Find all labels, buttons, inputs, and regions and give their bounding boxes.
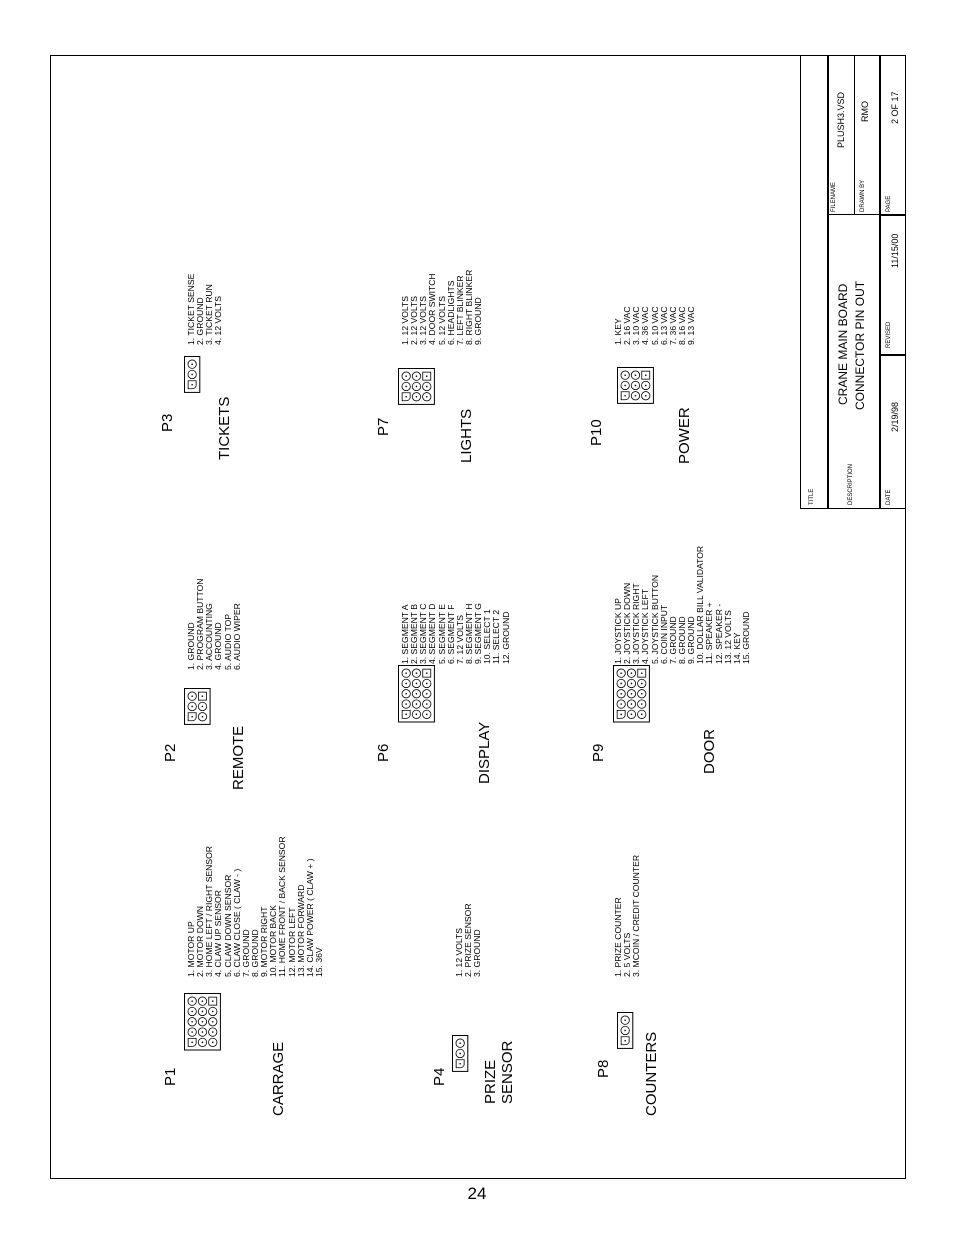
pin-center-dot [191,695,193,697]
pin-center-dot [405,672,407,674]
pin-center-dot [191,1010,193,1012]
pin-center-dot [624,1030,626,1032]
p4-connector-housing [452,1035,468,1072]
p1-pin-list [187,836,324,977]
p6-connector-id: P6 [375,743,392,762]
p3-pin-list [187,274,224,345]
p8-connector-housing [617,1012,633,1049]
p6-label-line: DISPLAY [476,721,493,784]
pin-label: 2. GROUND [195,297,206,345]
pin-center-dot [202,695,204,697]
pin-label: 2. PROGRAM BUTTON [195,578,206,670]
pin-label: 3. TICKET RUN [204,284,215,345]
pin-center-dot [631,672,633,674]
pin-center-dot [426,386,428,388]
pin-center-dot [641,692,643,694]
pin-label: 5. CLAW DOWN SENSOR [222,874,233,977]
pin-label: 2. 12 VOLTS [409,295,420,345]
pin-center-dot [416,713,418,715]
pin-center-dot [624,385,626,387]
pin-label: 1. PRIZE COUNTER [613,897,623,977]
pin-label: 9. MOTOR RIGHT [259,906,270,977]
pin-label: 7. GROUND [667,616,678,664]
pin-label: 11. SPEAKER + [704,602,715,664]
p1-label-line: CARRAGE [270,1041,287,1116]
pin-center-dot [426,682,428,684]
pin-center-dot [212,1020,214,1022]
pin-label: 11. SELECT 2 [491,609,502,664]
drawn-by-label: DRAWN BY [860,179,866,212]
pin-center-dot [645,385,647,387]
p7-connector-label [458,409,475,463]
pin-label: 9. GROUND [686,616,697,664]
pin-center-dot [191,1041,193,1043]
p3-connector-housing [184,356,200,393]
pin-center-dot [426,703,428,705]
pin-label: 14. KEY [731,632,742,664]
pin-center-dot [459,1053,461,1055]
page-label: PAGE [886,195,892,212]
pin-center-dot [620,672,622,674]
pin-center-dot [641,672,643,674]
pin-label: 8. SEGMENT H [463,603,474,664]
pin-center-dot [405,682,407,684]
pin-label: 7. GROUND [240,929,251,977]
description-label: DESCRIPTION [848,463,854,505]
pin-label: 4. DOOR SWITCH [427,273,438,345]
p3-connector-label [216,397,233,460]
p6-pin-list [401,603,511,664]
pin-center-dot [426,713,428,715]
pin-center-dot [405,396,407,398]
pin-label: 4. 12 VOLTS [213,295,224,345]
pin-center-dot [405,713,407,715]
p1-connector-housing [184,993,221,1051]
pin-center-dot [631,692,633,694]
pin-center-dot [426,692,428,694]
filename-value: PLUSH3.VSD [836,91,846,148]
pin-center-dot [416,375,418,377]
pin-center-dot [405,386,407,388]
pin-label: 3. 10 VAC [631,306,642,345]
pin-center-dot [416,682,418,684]
pin-center-dot [416,703,418,705]
pin-center-dot [426,396,428,398]
pin-center-dot [459,1042,461,1044]
pin-label: 1. KEY [613,318,623,345]
pin-label: 4. JOYSTICK LEFT [640,589,651,664]
p4-connector-label [482,1041,516,1104]
p1-connector-label [270,1042,287,1116]
pin-label: 2. 16 VAC [622,306,633,345]
description-line-1: CRANE MAIN BOARD [836,283,850,405]
pin-center-dot [631,682,633,684]
pin-label: 4. SEGMENT D [427,603,438,664]
p4-connector-id: P4 [431,1067,448,1086]
pin-label: 2. 5 VOLTS [622,932,633,977]
p2-label-line: REMOTE [230,725,247,790]
pin-center-dot [620,692,622,694]
pin-label: 3. JOYSTICK RIGHT [631,583,642,664]
pin-label: 3. 12 VOLTS [418,295,429,345]
page-cell [880,55,906,215]
p3-label-line: TICKETS [216,396,233,460]
p8-pin-list [614,855,641,977]
pin-label: 6. AUDIO WIPER [231,603,242,670]
p8-label-line: COUNTERS [643,1031,660,1116]
pin-label: 2. PRIZE SENSOR [463,903,474,977]
pin-label: 12. SPEAKER - [713,603,724,664]
p10-connector-id: P10 [588,419,605,446]
p10-connector-label [676,407,693,464]
pin-label: 6. SEGMENT F [445,604,456,664]
pin-label: 11. HOME FRONT / BACK SENSOR [277,836,288,977]
pin-center-dot [459,1063,461,1065]
pin-label: 2. JOYSTICK DOWN [622,582,633,664]
pin-center-dot [416,692,418,694]
pin-label: 3. SEGMENT C [418,603,429,664]
pin-center-dot [426,375,428,377]
pin-center-dot [620,713,622,715]
p3-connector-id: P3 [159,413,176,432]
pin-center-dot [191,1031,193,1033]
date-cell [880,355,906,509]
p8-connector-id: P8 [595,1059,612,1078]
date-value: 2/19/98 [890,401,900,432]
pin-center-dot [191,384,193,386]
pin-center-dot [631,703,633,705]
pin-center-dot [631,713,633,715]
pin-label: 9. 13 VAC [686,306,697,345]
pin-label: 7. 12 VOLTS [454,614,465,664]
filename-label: FILENAME [831,181,837,212]
pin-label: 6. 13 VAC [658,306,669,345]
pin-label: 8. 16 VAC [676,306,687,345]
pin-label: 13. MOTOR FORWARD [295,884,306,977]
pin-center-dot [202,1031,204,1033]
p6-connector-housing [398,665,435,723]
p6-connector-label [476,722,493,784]
pin-center-dot [620,682,622,684]
pin-label: 1. 12 VOLTS [400,295,410,345]
pin-center-dot [212,1010,214,1012]
pin-label: 4. CLAW UP SENSOR [213,890,224,977]
page-number: 24 [467,1184,487,1203]
pin-label: 3. ACCOUNTING [204,603,215,670]
p10-connector-housing [617,367,654,404]
pin-label: 1. SEGMENT A [400,604,410,664]
pin-center-dot [212,1031,214,1033]
p10-pin-list [614,306,696,345]
date-label: DATE [886,489,892,505]
pin-center-dot [624,374,626,376]
p8-connector-label [643,1032,660,1116]
pin-center-dot [202,1010,204,1012]
pin-center-dot [624,1019,626,1021]
pin-center-dot [641,703,643,705]
drawn-by-cell [854,55,880,215]
pin-center-dot [212,1041,214,1043]
drawn-by-value: RMO [860,101,870,122]
p7-connector-housing [398,368,435,405]
pin-center-dot [405,703,407,705]
revised-value: 11/15/00 [890,233,900,268]
pin-label: 5. JOYSTICK BUTTON [649,574,660,664]
pin-label: 15. GROUND [740,611,751,664]
pin-label: 7. LEFT BLINKER [454,275,465,345]
pin-center-dot [202,706,204,708]
pin-center-dot [416,672,418,674]
p9-connector-housing [613,665,650,723]
pin-center-dot [645,374,647,376]
p2-connector-housing [184,688,211,725]
title-row [800,55,828,509]
pin-label: 5. 10 VAC [649,306,660,345]
pin-center-dot [191,1000,193,1002]
pin-label: 2. SEGMENT B [409,603,420,664]
pin-center-dot [202,1041,204,1043]
pin-label: 8. RIGHT BLINKER [463,269,474,345]
pin-center-dot [191,716,193,718]
pin-label: 8. GROUND [249,929,260,977]
pin-label: 7. 36 VAC [667,306,678,345]
p7-pin-list [401,270,483,345]
p4-label-line: SENSOR [499,1040,516,1104]
revised-label: REVISED [886,321,892,348]
pin-label: 6. HEADLIGHTS [445,280,456,345]
pin-center-dot [202,716,204,718]
pin-center-dot [202,1000,204,1002]
pin-label: 6. CLAW CLOSE ( CLAW - ) [231,868,242,977]
pin-center-dot [202,1020,204,1022]
pin-label: 10. SELECT 1 [482,609,493,664]
pin-label: 2. MOTOR DOWN [195,906,206,977]
pin-label: 1. JOYSTICK UP [613,598,623,664]
pin-center-dot [191,363,193,365]
pin-label: 1. TICKET SENSE [186,273,196,345]
pin-center-dot [620,703,622,705]
pin-label: 15. 36V [313,947,324,977]
p2-connector-label [230,726,247,790]
pin-label: 12. MOTOR LEFT [286,907,297,977]
pin-label: 5. SEGMENT E [436,603,447,664]
pin-center-dot [191,374,193,376]
title-label: TITLE [809,488,815,505]
pin-center-dot [635,374,637,376]
pin-center-dot [635,385,637,387]
pin-center-dot [426,672,428,674]
pin-center-dot [645,395,647,397]
description-line-2: CONNECTOR PIN OUT [853,280,867,410]
pin-label: 10. MOTOR BACK [268,905,279,977]
p4-label-line: PRIZE [482,1059,499,1104]
page-value: 2 OF 17 [890,91,900,124]
pin-label: 4. GROUND [213,622,224,670]
pin-label: 13. 12 VOLTS [722,610,733,664]
p2-pin-list [187,578,242,670]
pin-center-dot [624,1040,626,1042]
pin-center-dot [624,395,626,397]
pin-label: 1. GROUND [186,622,196,670]
pin-center-dot [405,375,407,377]
p7-connector-id: P7 [375,417,392,436]
p4-pin-list [455,903,482,977]
pin-center-dot [641,682,643,684]
pin-center-dot [416,386,418,388]
pin-label: 3. HOME LEFT / RIGHT SENSOR [204,846,215,977]
pin-label: 9. GROUND [473,297,484,345]
pin-label: 5. AUDIO TOP [222,613,233,670]
pin-center-dot [191,1020,193,1022]
p9-pin-list [614,546,751,664]
pin-center-dot [416,396,418,398]
p7-label-line: LIGHTS [458,408,475,463]
pin-center-dot [635,395,637,397]
p9-connector-label [701,729,718,774]
pin-label: 14. CLAW POWER ( CLAW + ) [304,858,315,977]
pin-label: 9. SEGMENT G [473,603,484,664]
p1-connector-id: P1 [162,1067,179,1086]
p9-label-line: DOOR [701,729,718,774]
pin-center-dot [191,706,193,708]
pin-label: 1. 12 VOLTS [454,927,464,977]
pin-label: 1. MOTOR UP [186,921,196,977]
pin-label: 10. DOLLAR BILL VALIDATOR [695,545,706,664]
pin-label: 8. GROUND [676,616,687,664]
pin-center-dot [212,1000,214,1002]
pin-label: 5. 12 VOLTS [436,295,447,345]
pin-label: 3. GROUND [472,929,483,977]
p2-connector-id: P2 [162,743,179,762]
pin-label: 12. GROUND [500,611,511,664]
pin-label: 4. 36 VAC [640,306,651,345]
pin-label: 3. MCOIN / CREDIT COUNTER [631,854,642,977]
pin-label: 6. COIN INPUT [658,604,669,664]
pin-center-dot [405,692,407,694]
pin-center-dot [641,713,643,715]
p10-label-line: POWER [676,407,693,464]
p9-connector-id: P9 [590,743,607,762]
